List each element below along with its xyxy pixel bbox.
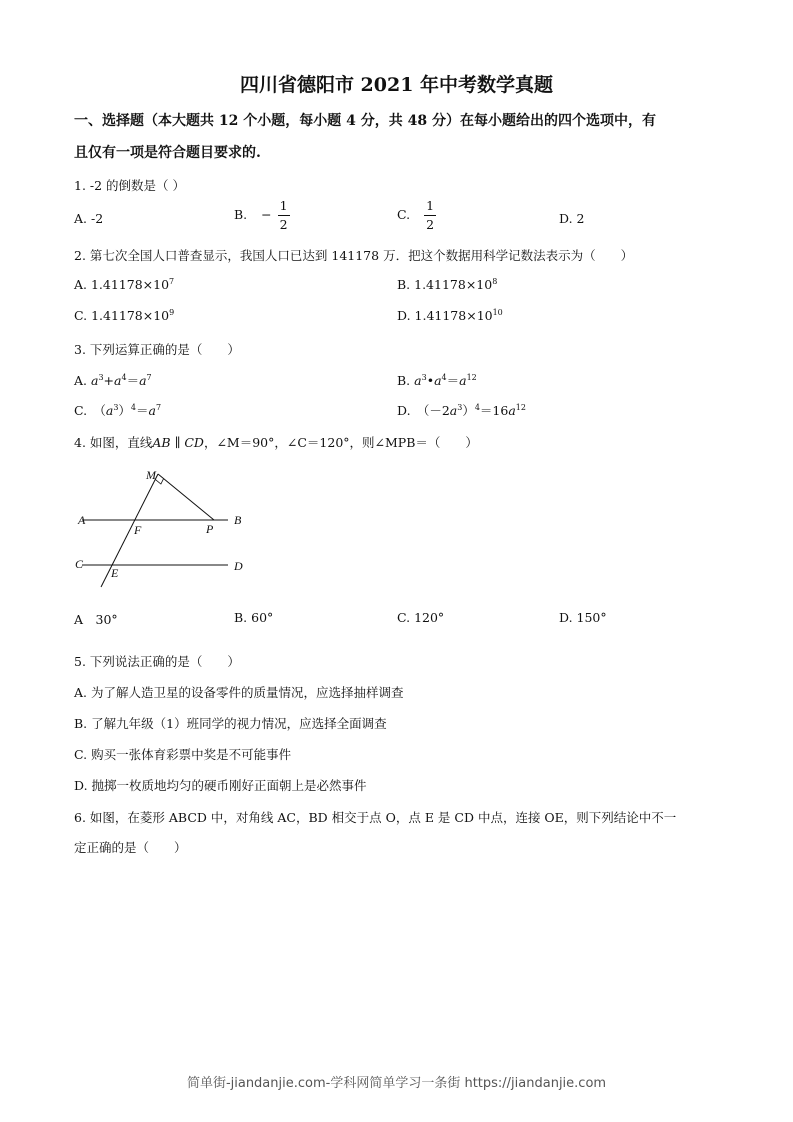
q1-option-d: D. 2 [559,211,585,226]
point-label-e: E [111,566,119,580]
point-label-m: M [146,468,156,482]
q6-stem-line2: 定正确的是（ ） [74,840,187,855]
q4-option-d: D. 150° [559,610,607,625]
q1-option-c: C. $\frac{1}{2}$ [397,198,435,232]
q2-option-d: D. $1.41178\times 10^{10}$ [397,308,503,324]
q2-option-b: B. $1.41178\times 10^8$ [397,277,498,293]
q6-stem-line1: 6. 如图，在菱形 ABCD 中，对角线 AC，BD 相交于点 O，点 E 是 CD 中点，连接 OE，则下列结论中不一 [74,810,677,825]
point-label-b: B [234,513,242,527]
q1-option-a: A. -2 [74,211,104,226]
q5-option-b: B. 了解九年级（1）班同学的视力情况，应选择全面调查 [74,716,387,731]
q1-stem: 1. -2 的倒数是（ ） [74,178,186,193]
q2-option-c: C. $1.41178\times 10^9$ [74,308,175,324]
q1-b-fraction: $\frac{1}{2}$ [279,198,288,232]
section-heading-line1: 一、选择题（本大题共 12 个小题，每小题 4 分，共 48 分）在每小题给出的四个选项中，有 [74,113,656,129]
segment-mp [158,474,214,520]
q3-option-d: D. $(-2a^3)^4=16a^{12}$ [397,402,526,418]
q3-option-c: C. $(a^3)^4=a^7$ [74,402,162,418]
q1-c-fraction: $\frac{1}{2}$ [426,198,435,232]
q5-option-d: D. 抛掷一枚质地均匀的硬币刚好正面朝上是必然事件 [74,778,367,793]
point-label-a: A [78,513,86,527]
page-footer: 简单街-jiandanjie.com-学科网简单学习一条街 https://jiandanjie.com [186,1076,607,1091]
section-heading-line2: 且仅有一项是符合题目要求的. [74,145,261,161]
point-label-c: C [75,557,84,571]
q4-option-b: B. 60° [234,610,274,625]
q4-option-a: A 30° [74,612,118,627]
point-label-p: P [206,522,214,536]
q5-option-a: A. 为了解人造卫星的设备零件的质量情况，应选择抽样调查 [74,685,404,700]
q5-option-c: C. 购买一张体育彩票中奖是不可能事件 [74,747,292,762]
point-label-f: F [134,523,142,537]
q3-stem: 3. 下列运算正确的是（ ） [74,342,240,357]
q2-stem: 2. 第七次全国人口普查显示，我国人口已达到 141178 万．把这个数据用科学记数法表示为（ ） [74,248,634,263]
q1-option-b: B. − $\frac{1}{2}$ [234,198,288,232]
q2-option-a: A. $1.41178\times 10^7$ [74,277,175,293]
q5-stem: 5. 下列说法正确的是（ ） [74,654,240,669]
q3-option-b: B. $a^3•a^4=a^{12}$ [397,372,477,388]
q4-option-c: C. 120° [397,610,445,625]
q3-option-a: A. $a^3+a^4=a^7$ [74,372,152,388]
q4-figure [70,462,260,592]
page-title: 四川省德阳市 2021 年中考数学真题 [239,74,554,96]
right-angle-mark [155,479,163,484]
point-label-d: D [234,559,243,573]
q4-stem: 4. 如图，直线AB ∥ CD，∠M＝90°，∠C＝120°，则∠MPB＝（ ） [74,435,478,450]
transversal-me [101,474,158,587]
